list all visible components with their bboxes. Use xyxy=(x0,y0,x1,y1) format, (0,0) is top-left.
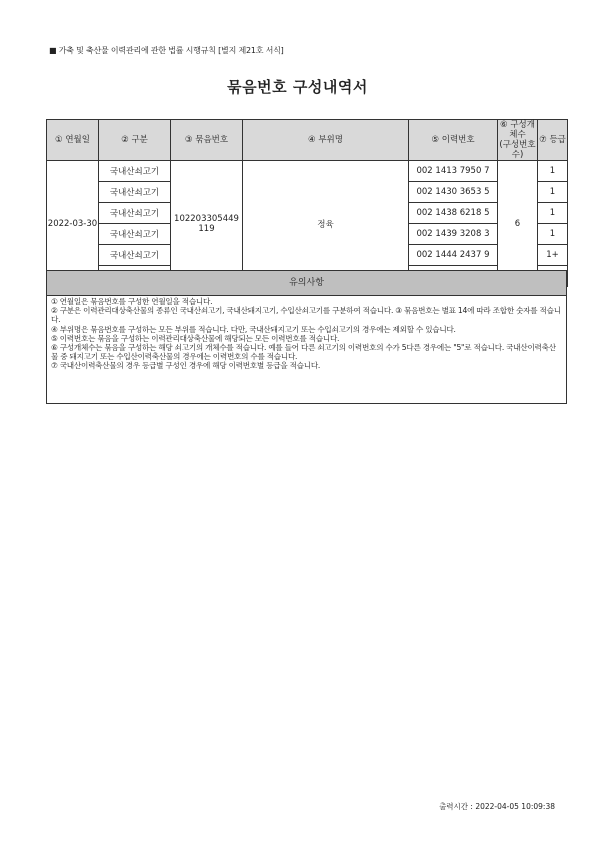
cell-trace-no: 002 1413 7950 7 xyxy=(409,161,498,182)
composition-table xyxy=(46,119,568,287)
notice-line: ② 구분은 이력관리대상축산물의 종류인 국내산쇠고기, 국내산돼지고기, 수입산쇠고기를 구분하여 적습니다. ③ 묶음번호는 별표 14에 따라 조합한 숫자를 적습니다. xyxy=(51,306,561,325)
notice-heading: 유의사항 xyxy=(46,270,567,296)
col-header-bundle-no: ③ 묶음번호 xyxy=(171,120,243,161)
cell-trace-no: 002 1438 6218 5 xyxy=(409,203,498,224)
form-reference: ■ 가축 및 축산물 이력관리에 관한 법률 시행규칙 [별지 제21호 서식] xyxy=(49,46,284,55)
cell-grade: 1 xyxy=(538,224,568,245)
col-header-date: ① 연월일 xyxy=(47,120,99,161)
notice-line: ⑥ 구성개체수는 묶음을 구성하는 해당 쇠고기의 개체수를 적습니다. 예를 들어 다른 쇠고기의 이력번호의 수가 5다른 경우에는 "5"로 적습니다. 국내산이력축산물 중 돼지고기 또는 수입산이력축산물의 경우에는 이력번호의 수를 적습니다. xyxy=(51,343,556,362)
cell-count: 6 xyxy=(498,161,538,287)
cell-trace-no: 002 1444 2437 9 xyxy=(409,245,498,266)
cell-grade: 1 xyxy=(538,182,568,203)
table-header-row xyxy=(47,120,568,161)
col-header-count xyxy=(498,120,538,161)
cell-bundle-no: 102203305449119 xyxy=(171,161,243,287)
notice-line: ⑤ 이력번호는 묶음을 구성하는 이력관리대상축산물에 해당되는 모든 이력번호를 적습니다. xyxy=(51,333,340,343)
cell-type: 국내산쇠고기 xyxy=(99,203,171,224)
notice-line: ④ 부위명은 묶음번호를 구성하는 모든 부위를 적습니다. 다만, 국내산돼지고기 또는 수입쇠고기의 경우에는 제외할 수 있습니다. xyxy=(51,324,456,334)
cell-grade: 1+ xyxy=(538,245,568,266)
col-header-grade: ⑦ 등급 xyxy=(538,120,568,161)
cell-grade: 1 xyxy=(538,161,568,182)
print-timestamp: 출력시간 : 2022-04-05 10:09:38 xyxy=(439,802,555,811)
cell-type: 국내산쇠고기 xyxy=(99,182,171,203)
col-header-count-line2: (구성번호수) xyxy=(499,140,536,160)
cell-part: 정육 xyxy=(243,161,409,287)
cell-type: 국내산쇠고기 xyxy=(99,245,171,266)
col-header-count-line1: ⑥ 구성개체수 xyxy=(500,120,535,140)
notice-body xyxy=(46,295,567,404)
cell-trace-no: 002 1430 3653 5 xyxy=(409,182,498,203)
col-header-type: ② 구분 xyxy=(99,120,171,161)
cell-trace-no: 002 1439 3208 3 xyxy=(409,224,498,245)
cell-grade: 1 xyxy=(538,203,568,224)
col-header-part: ④ 부위명 xyxy=(243,120,409,161)
notice-line: ① 연월일은 묶음번호를 구성한 연월일을 적습니다. xyxy=(51,297,213,306)
table-row xyxy=(47,161,568,182)
cell-date: 2022-03-30 xyxy=(47,161,99,287)
cell-type: 국내산쇠고기 xyxy=(99,161,171,182)
document-title: 묶음번호 구성내역서 xyxy=(227,78,368,96)
cell-type: 국내산쇠고기 xyxy=(99,224,171,245)
col-header-trace-no: ⑤ 이력번호 xyxy=(409,120,498,161)
notice-line: ⑦ 국내산이력축산물의 경우 등급별 구성인 경우에 해당 이력번호별 등급을 적습니다. xyxy=(51,361,321,371)
